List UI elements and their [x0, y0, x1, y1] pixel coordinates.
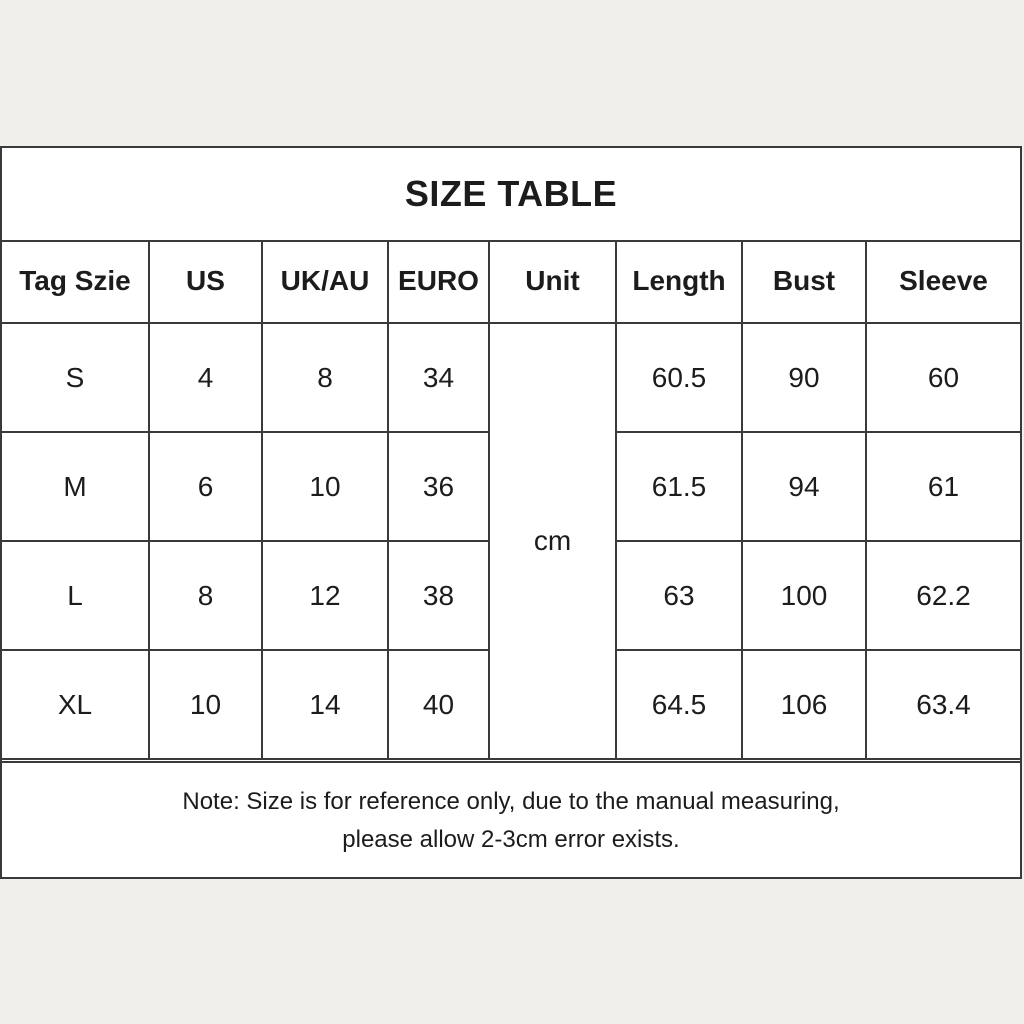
cell-euro: 34	[388, 323, 489, 432]
header-row	[2, 240, 1020, 323]
cell-bust: 106	[742, 650, 866, 759]
cell-sleeve: 62.2	[866, 541, 1020, 650]
cell-bust: 90	[742, 323, 866, 432]
cell-uk-au: 10	[262, 432, 388, 541]
cell-bust: 94	[742, 432, 866, 541]
cell-sleeve: 60	[866, 323, 1020, 432]
cell-tag-size: XL	[2, 650, 149, 759]
header-us: US	[149, 240, 262, 323]
cell-bust: 100	[742, 541, 866, 650]
header-tag-size: Tag Szie	[2, 240, 149, 323]
table-row	[2, 323, 1020, 432]
note-line-2: please allow 2-3cm error exists.	[342, 826, 680, 853]
cell-tag-size: S	[2, 323, 149, 432]
cell-unit: cm	[489, 323, 616, 759]
size-table-card	[0, 146, 1022, 879]
cell-euro: 38	[388, 541, 489, 650]
cell-euro: 40	[388, 650, 489, 759]
header-euro: EURO	[388, 240, 489, 323]
cell-uk-au: 8	[262, 323, 388, 432]
table-title: SIZE TABLE	[2, 148, 1020, 242]
cell-sleeve: 63.4	[866, 650, 1020, 759]
cell-length: 63	[616, 541, 742, 650]
cell-us: 8	[149, 541, 262, 650]
reference-note	[2, 761, 1020, 879]
cell-us: 10	[149, 650, 262, 759]
header-sleeve: Sleeve	[866, 240, 1020, 323]
header-uk-au: UK/AU	[262, 240, 388, 323]
cell-tag-size: L	[2, 541, 149, 650]
cell-euro: 36	[388, 432, 489, 541]
cell-length: 60.5	[616, 323, 742, 432]
header-length: Length	[616, 240, 742, 323]
note-line-1: Note: Size is for reference only, due to the manual measuring,	[182, 788, 840, 815]
cell-length: 64.5	[616, 650, 742, 759]
cell-uk-au: 12	[262, 541, 388, 650]
cell-sleeve: 61	[866, 432, 1020, 541]
cell-uk-au: 14	[262, 650, 388, 759]
cell-us: 6	[149, 432, 262, 541]
size-table	[2, 240, 1020, 760]
cell-tag-size: M	[2, 432, 149, 541]
header-bust: Bust	[742, 240, 866, 323]
cell-length: 61.5	[616, 432, 742, 541]
cell-us: 4	[149, 323, 262, 432]
header-unit: Unit	[489, 240, 616, 323]
